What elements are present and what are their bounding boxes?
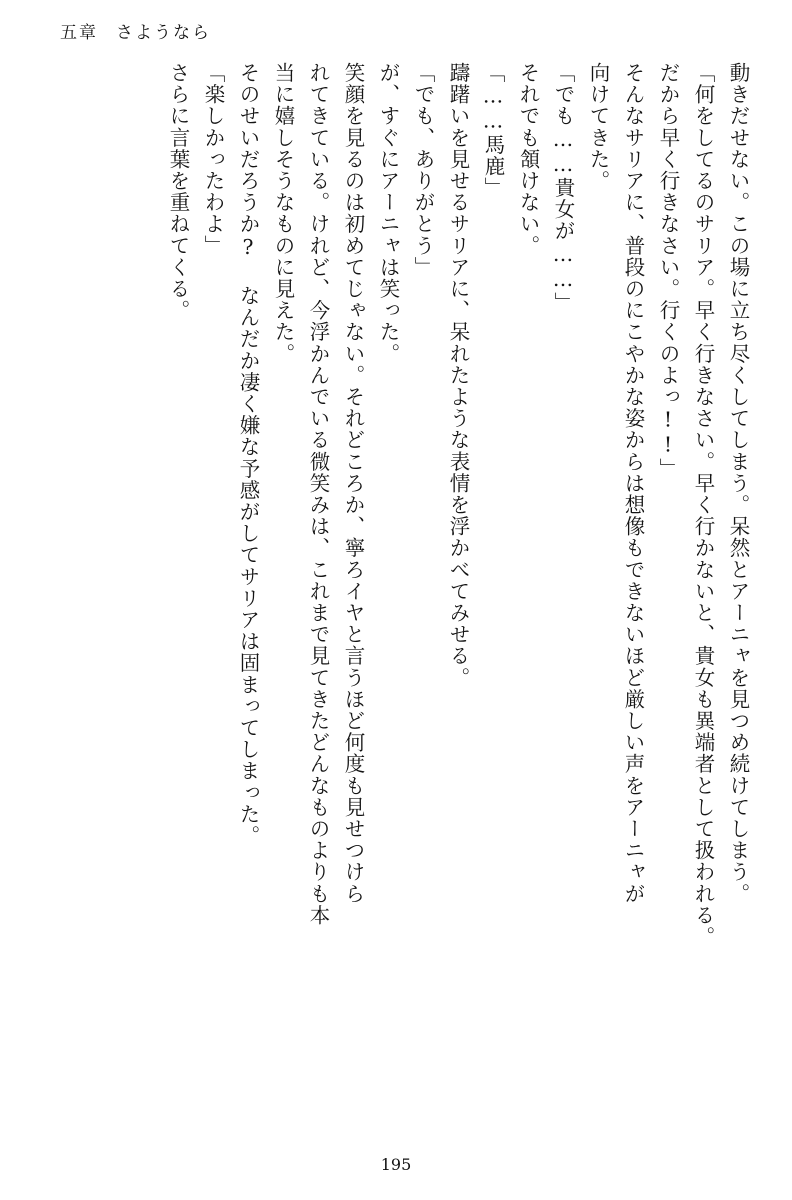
running-head (60, 18, 211, 43)
chapter-number: 五章 (60, 23, 98, 43)
text-line: 躊躇いを見せるサリアに、呆れたような表情を浮かべてみせる。 (446, 62, 470, 689)
text-line: さらに言葉を重ねてくる。 (166, 62, 190, 322)
text-line: 「楽しかったわよ」 (201, 62, 225, 257)
vertical-text-body (52, 62, 748, 1132)
chapter-title: さようなら (116, 23, 211, 43)
text-line: が、すぐにアーニャは笑った。 (376, 62, 400, 365)
text-line: 「でも、ありがとう」 (411, 62, 435, 278)
text-line: 向けてきた。 (586, 62, 610, 192)
text-line: それでも頷けない。 (516, 62, 540, 257)
page-number: 195 (380, 1155, 412, 1174)
text-line: そんなサリアに、普段のにこやかな姿からは想像もできないほど厳しい声をアーニャが (621, 62, 645, 905)
text-line: 笑顔を見るのは初めてじゃない。それどころか、寧ろイヤと言うほど何度も見せつけら (341, 62, 365, 905)
text-line: 当に嬉しそうなものに見えた。 (271, 62, 295, 365)
text-line: れてきている。けれど、今浮かんでいる微笑みは、これまで見てきたどんなものよりも本 (306, 62, 330, 926)
text-line: そのせいだろうか? なんだか凄く嫌な予感がしてサリアは固まってしまった。 (236, 62, 260, 847)
text-line: 「何をしてるのサリア。早く行きなさい。早く行かないと、貴女も異端者として扱われる。 (691, 62, 715, 948)
text-line: だから早く行きなさい。行くのよっ!!」 (656, 62, 680, 480)
text-line: 「でも……貴女が……」 (551, 62, 575, 314)
text-line: 「……馬鹿」 (481, 62, 505, 199)
text-line: 動きだせない。この場に立ち尽くしてしまう。呆然とアーニャを見つめ続けてしまう。 (726, 62, 750, 905)
